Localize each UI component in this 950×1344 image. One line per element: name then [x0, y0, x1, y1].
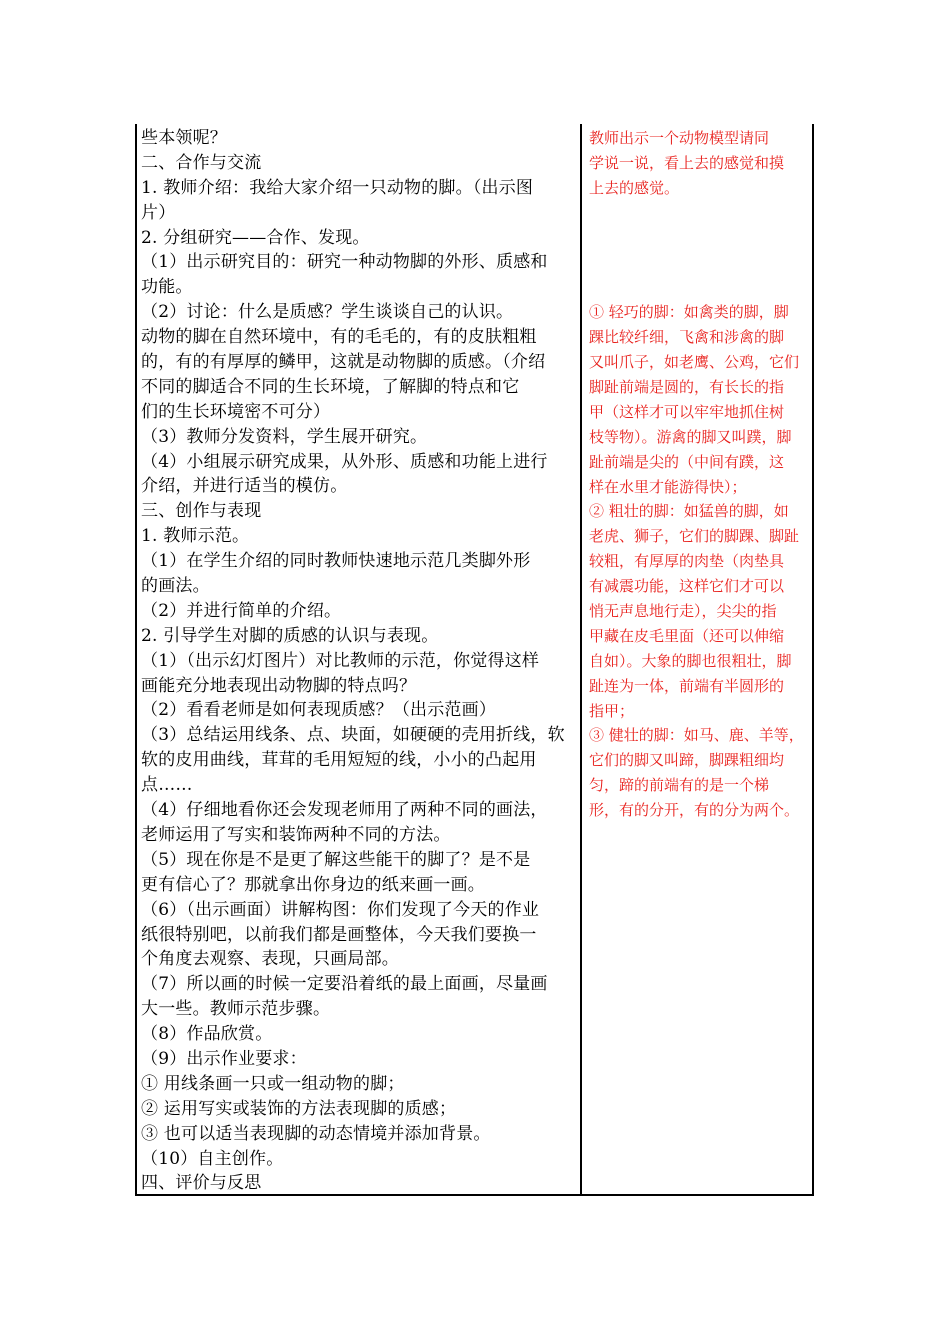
note-line: 匀，蹄的前端有的是一个梯 [589, 776, 770, 795]
note-line: 教师出示一个动物模型请同 [589, 129, 770, 147]
procedure-line: （1）在学生介绍的同时教师快速地示范几类脚外形 [141, 551, 531, 572]
procedure-line: ③ 也可以适当表现脚的动态情境并添加背景。 [141, 1123, 491, 1144]
note-line: 悄无声息地行走），尖尖的指 [589, 601, 777, 620]
procedure-line: ① 用线条画一只或一组动物的脚； [141, 1073, 405, 1094]
procedure-line: （2）并进行简单的介绍。 [141, 600, 342, 621]
note-line: 趾前端是尖的（中间有蹼，这 [589, 452, 785, 471]
procedure-line: （6）（出示画面）讲解构图：你们发现了今天的作业 [141, 899, 540, 920]
procedure-line: 大一些。教师示范步骤。 [141, 999, 331, 1020]
procedure-line: 老师运用了写实和装饰两种不同的方法。 [141, 824, 451, 845]
column-divider [580, 124, 582, 1196]
procedure-line: 画能充分地表现出动物脚的特点吗？ [141, 675, 417, 696]
procedure-line: 1. 教师介绍：我给大家介绍一只动物的脚。（出示图 [141, 177, 534, 198]
procedure-line: 更有信心了？那就拿出你身边的纸来画一画。 [141, 874, 485, 895]
procedure-line: 三、创作与表现 [141, 501, 262, 522]
note-line: 踝比较纤细，飞禽和涉禽的脚 [589, 328, 785, 347]
procedure-line: （2）看看老师是如何表现质感？（出示范画） [141, 700, 497, 721]
note-line: 又叫爪子，如老鹰、公鸡，它们 [589, 353, 800, 372]
procedure-line: 四、评价与反思 [141, 1173, 262, 1194]
notes-gap [589, 201, 811, 301]
note-line: 甲（这样才可以牢牢地抓住树 [589, 402, 785, 421]
procedure-line: （9）出示作业要求： [141, 1048, 307, 1069]
teacher-notes-feet-types [589, 300, 811, 823]
note-line: 它们的脚又叫蹄，脚踝粗细均 [589, 751, 785, 770]
note-line: 学说一说，看上去的感觉和摸 [589, 153, 785, 172]
procedure-line: 1. 教师示范。 [141, 526, 250, 547]
procedure-line: 功能。 [141, 277, 193, 298]
note-line: 甲藏在皮毛里面（还可以伸缩 [589, 626, 785, 645]
procedure-line: （8）作品欣赏。 [141, 1024, 273, 1045]
procedure-line: 的画法。 [141, 576, 210, 597]
procedure-line: 2. 引导学生对脚的质感的认识与表现。 [141, 625, 439, 646]
procedure-line: （10）自主创作。 [141, 1148, 284, 1169]
note-line: 较粗，有厚厚的肉垫（肉垫具 [589, 552, 785, 571]
procedure-line: 介绍，并进行适当的模仿。 [141, 476, 348, 497]
procedure-line: 们的生长环境密不可分） [141, 401, 331, 422]
note-line: 指甲； [589, 701, 635, 720]
note-line: ② 粗壮的脚：如猛兽的脚，如 [589, 502, 789, 521]
note-line: ③ 健壮的脚：如马、鹿、羊等， [589, 726, 804, 745]
procedure-line: 片） [141, 202, 176, 223]
note-line: 样在水里才能游得快）； [589, 477, 747, 496]
procedure-line: 软的皮用曲线，茸茸的毛用短短的线，小小的凸起用 [141, 750, 537, 771]
note-line: 老虎、狮子，它们的脚踝、脚趾 [589, 527, 800, 546]
procedure-line: 点…… [141, 775, 193, 796]
procedure-line: 2. 分组研究——合作、发现。 [141, 227, 370, 248]
procedure-line: 些本领呢？ [141, 128, 227, 148]
procedure-line: 动物的脚在自然环境中，有的毛毛的，有的皮肤粗粗 [141, 327, 537, 348]
procedure-line: （1）（出示幻灯图片）对比教师的示范，你觉得这样 [141, 650, 540, 671]
procedure-line: （1）出示研究目的：研究一种动物脚的外形、质感和 [141, 252, 548, 273]
procedure-line: 个角度去观察、表现，只画局部。 [141, 949, 399, 970]
note-line: 枝等物）。游禽的脚又叫蹼，脚 [589, 427, 792, 446]
note-line: 脚趾前端是圆的，有长长的指 [589, 377, 785, 396]
procedure-line: ② 运用写实或装饰的方法表现脚的质感； [141, 1098, 457, 1119]
procedure-line: （2）讨论：什么是质感？学生谈谈自己的认识。 [141, 302, 514, 323]
note-line: 自如）。大象的脚也很粗壮，脚 [589, 651, 792, 670]
note-line: 趾连为一体，前端有半圆形的 [589, 676, 785, 695]
procedure-line: （4）小组展示研究成果，从外形、质感和功能上进行 [141, 451, 548, 472]
teacher-notes-column [589, 126, 811, 823]
procedure-line: （7）所以画的时候一定要沿着纸的最上面画，尽量画 [141, 974, 548, 995]
procedure-line: （5）现在你是不是更了解这些能干的脚了？是不是 [141, 849, 531, 870]
note-line: 上去的感觉。 [589, 178, 680, 197]
lesson-procedure-column [141, 126, 577, 1196]
note-line: ① 轻巧的脚：如禽类的脚，脚 [589, 303, 789, 322]
procedure-line: （3）总结运用线条、点、块面，如硬硬的壳用折线，软 [141, 725, 565, 746]
procedure-line: （4）仔细地看你还会发现老师用了两种不同的画法， [141, 800, 548, 821]
procedure-line: 不同的脚适合不同的生长环境，了解脚的特点和它 [141, 376, 520, 397]
note-line: 形，有的分开，有的分为两个。 [589, 801, 800, 820]
teacher-notes-model [589, 126, 811, 201]
procedure-line: 的，有的有厚厚的鳞甲，这就是动物脚的质感。（介绍 [141, 352, 546, 373]
procedure-line: （3）教师分发资料，学生展开研究。 [141, 426, 428, 447]
note-line: 有减震功能，这样它们才可以 [589, 577, 785, 596]
procedure-line: 二、合作与交流 [141, 152, 262, 173]
procedure-line: 纸很特别吧，以前我们都是画整体，今天我们要换一 [141, 924, 537, 945]
